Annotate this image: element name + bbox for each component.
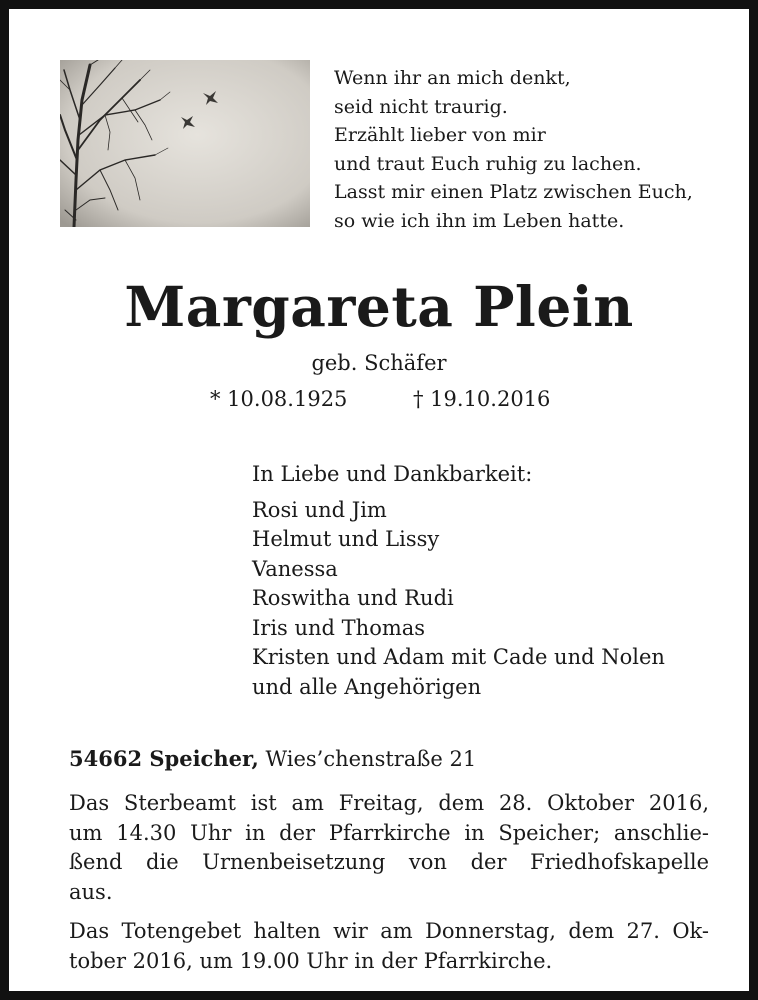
prayer-line: Das Totengebet halten wir am Donnerstag, dem 27. Ok- xyxy=(69,919,709,943)
funeral-line: Das Sterbeamt ist am Freitag, dem 28. Oktober 2016, xyxy=(69,791,709,815)
mourner-name: Iris und Thomas xyxy=(252,615,426,640)
mourners-list xyxy=(252,460,665,702)
death-date: † 19.10.2016 xyxy=(413,387,551,411)
family-address xyxy=(69,744,476,774)
poem-line: so wie ich ihn im Leben hatte. xyxy=(334,209,625,232)
funeral-mass-info xyxy=(69,789,709,907)
mourner-name: Helmut und Lissy xyxy=(252,527,440,551)
poem-line: Erzählt lieber von mir xyxy=(334,124,546,146)
poem-line: Lasst mir einen Platz zwischen Euch, xyxy=(334,181,693,203)
birth-date: * 10.08.1925 xyxy=(210,387,348,411)
mourner-name: Rosi und Jim xyxy=(252,497,387,522)
mourner-name: Kristen und Adam mit Cade und Nolen xyxy=(252,645,665,669)
prayer-line: tober 2016, um 19.00 Uhr in der Pfarrkirche. xyxy=(69,948,553,973)
mourner-name: und alle Angehörigen xyxy=(252,674,482,699)
address-street: Wies’chenstraße 21 xyxy=(265,747,477,771)
funeral-line: aus. xyxy=(69,879,113,904)
memorial-poem xyxy=(334,64,734,235)
poem-line: und traut Euch ruhig zu lachen. xyxy=(334,152,642,175)
poem-line: Wenn ihr an mich denkt, xyxy=(334,67,571,89)
poem-line: seid nicht traurig. xyxy=(334,95,508,118)
mourners-intro: In Liebe und Dankbarkeit: xyxy=(252,462,533,486)
deceased-name: Margareta Plein xyxy=(124,274,634,339)
mourner-name: Vanessa xyxy=(252,556,338,581)
funeral-line: um 14.30 Uhr in der Pfarrkirche in Speicher; anschlie- xyxy=(69,820,709,845)
address-city: 54662 Speicher, xyxy=(69,746,259,771)
tree-with-birds-photo xyxy=(60,60,310,227)
maiden-name: geb. Schäfer xyxy=(311,351,447,375)
prayer-info xyxy=(69,917,709,976)
funeral-line: ßend die Urnenbeisetzung von der Friedhofskapelle xyxy=(69,850,709,874)
mourner-name: Roswitha und Rudi xyxy=(252,586,454,610)
